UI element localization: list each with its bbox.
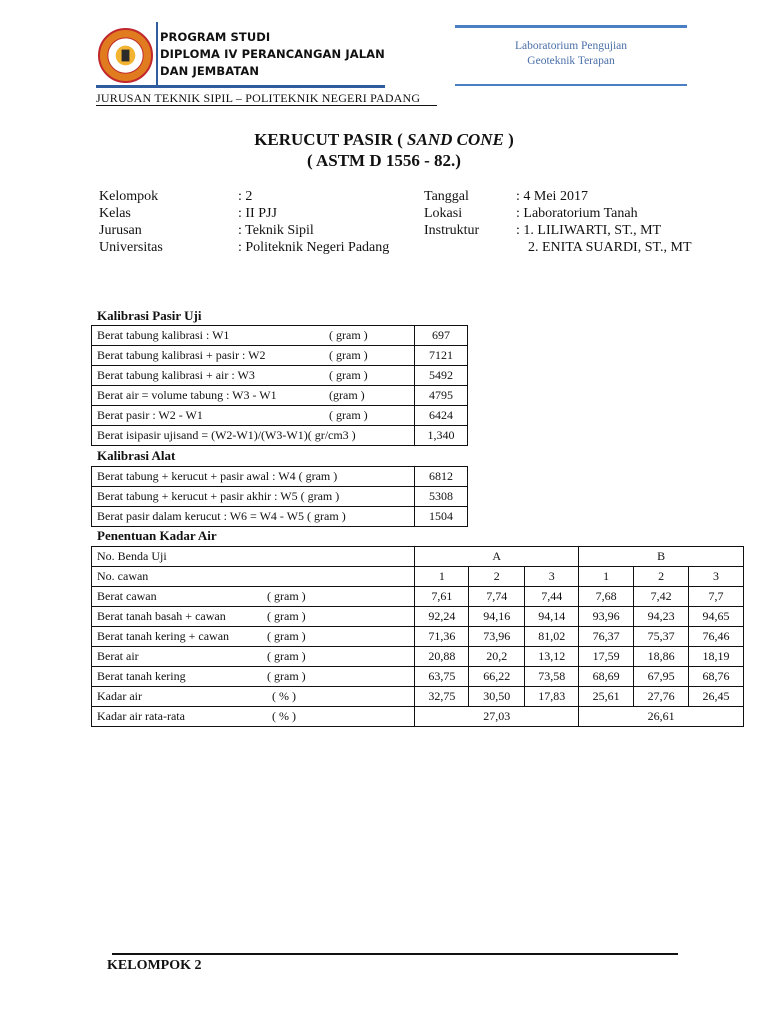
table-row xyxy=(92,346,468,366)
section-kalibrasi-pasir: Kalibrasi Pasir Uji xyxy=(97,308,202,323)
lab-name: Laboratorium Pengujian Geoteknik Terapan xyxy=(514,40,628,67)
section-kadar-air: Penentuan Kadar Air xyxy=(97,528,217,543)
table-row xyxy=(92,487,468,507)
row-value: 94,16 xyxy=(469,607,525,627)
table-row xyxy=(92,607,744,627)
row-value: 32,75 xyxy=(415,687,469,707)
table-row xyxy=(92,707,744,727)
row-value: 5492 xyxy=(415,366,468,386)
info-left-values: : 2 : II PJJ : Teknik Sipil : Politeknik Negeri Padang xyxy=(238,189,390,255)
average-value: 27,03 xyxy=(415,707,579,727)
row-value: 20,88 xyxy=(415,647,469,667)
row-value: 7,74 xyxy=(469,587,525,607)
table-row xyxy=(92,627,744,647)
table-kalibrasi-pasir xyxy=(91,325,468,446)
row-label: Berat cawan ( gram ) xyxy=(92,587,415,607)
lab-bottom-rule xyxy=(455,84,687,86)
table-row xyxy=(92,386,468,406)
politeknik-logo xyxy=(98,28,153,83)
row-value: 18,86 xyxy=(634,647,689,667)
row-value: 75,37 xyxy=(634,627,689,647)
row-value: 7,61 xyxy=(415,587,469,607)
info-right-labels: Tanggal Lokasi Instruktur xyxy=(424,189,480,238)
document-title: KERUCUT PASIR ( SAND CONE ) xyxy=(254,130,514,149)
cawan-number: 2 xyxy=(469,567,525,587)
row-value: 6812 xyxy=(415,467,468,487)
row-label: Berat tabung kalibrasi + pasir : W2 ( gram ) xyxy=(92,346,415,366)
row-value: 93,96 xyxy=(579,607,634,627)
row-label: Berat tabung + kerucut + pasir akhir : W5 ( gram ) xyxy=(92,487,415,507)
row-label: Berat air = volume tabung : W3 - W1 (gram ) xyxy=(92,386,415,406)
table-row xyxy=(92,366,468,386)
row-value: 1504 xyxy=(415,507,468,527)
row-value: 20,2 xyxy=(469,647,525,667)
header-underline xyxy=(96,85,385,88)
row-value: 71,36 xyxy=(415,627,469,647)
row-value: 6424 xyxy=(415,406,468,426)
row-value: 81,02 xyxy=(525,627,579,647)
row-label: Berat tanah basah + cawan ( gram ) xyxy=(92,607,415,627)
row-value: 7,68 xyxy=(579,587,634,607)
row-value: 17,83 xyxy=(525,687,579,707)
row-value: 68,69 xyxy=(579,667,634,687)
row-value: 30,50 xyxy=(469,687,525,707)
table-row xyxy=(92,667,744,687)
section-kalibrasi-alat: Kalibrasi Alat xyxy=(97,448,176,463)
row-label: Berat air ( gram ) xyxy=(92,647,415,667)
row-value: 27,76 xyxy=(634,687,689,707)
row-label: Berat isipasir ujisand = (W2-W1)/(W3-W1)( gr/cm3 ) xyxy=(92,426,415,446)
row-value: 7,44 xyxy=(525,587,579,607)
table-row xyxy=(92,587,744,607)
table-row xyxy=(92,647,744,667)
row-value: 13,12 xyxy=(525,647,579,667)
cawan-number: 3 xyxy=(689,567,744,587)
row-value: 63,75 xyxy=(415,667,469,687)
row-label: Kadar air ( % ) xyxy=(92,687,415,707)
row-value: 94,23 xyxy=(634,607,689,627)
row-value: 18,19 xyxy=(689,647,744,667)
cawan-number: 2 xyxy=(634,567,689,587)
row-label: No. cawan xyxy=(92,567,415,587)
table-row xyxy=(92,507,468,527)
row-value: 25,61 xyxy=(579,687,634,707)
row-label: Berat pasir dalam kerucut : W6 = W4 - W5 ( gram ) xyxy=(92,507,415,527)
cawan-number: 1 xyxy=(415,567,469,587)
header-divider xyxy=(156,22,158,85)
table-kalibrasi-alat xyxy=(91,466,468,527)
row-value: 73,96 xyxy=(469,627,525,647)
row-value: 4795 xyxy=(415,386,468,406)
row-value: 76,46 xyxy=(689,627,744,647)
row-value: 94,14 xyxy=(525,607,579,627)
row-label: Kadar air rata-rata ( % ) xyxy=(92,707,415,727)
row-value: 7,7 xyxy=(689,587,744,607)
table-row xyxy=(92,426,468,446)
row-value: 94,65 xyxy=(689,607,744,627)
row-value: 17,59 xyxy=(579,647,634,667)
cawan-number: 3 xyxy=(525,567,579,587)
row-value: 92,24 xyxy=(415,607,469,627)
row-value: 7121 xyxy=(415,346,468,366)
row-value: 76,37 xyxy=(579,627,634,647)
row-value: 67,95 xyxy=(634,667,689,687)
average-value: 26,61 xyxy=(579,707,744,727)
row-value: 697 xyxy=(415,326,468,346)
lab-top-rule xyxy=(455,25,687,28)
row-value: 66,22 xyxy=(469,667,525,687)
row-label: Berat tabung kalibrasi : W1 ( gram ) xyxy=(92,326,415,346)
row-value: 26,45 xyxy=(689,687,744,707)
program-name: PROGRAM STUDI DIPLOMA IV PERANCANGAN JALAN DAN JEMBATAN xyxy=(160,30,385,78)
row-label: Berat pasir : W2 - W1 ( gram ) xyxy=(92,406,415,426)
table-row xyxy=(92,467,468,487)
row-label: Berat tanah kering + cawan ( gram ) xyxy=(92,627,415,647)
info-right-values: : 4 Mei 2017 : Laboratorium Tanah : 1. LILIWARTI, ST., MT 2. ENITA SUARDI, ST., MT xyxy=(516,189,692,255)
row-value: 5308 xyxy=(415,487,468,507)
document-standard: ( ASTM D 1556 - 82.) xyxy=(307,151,461,170)
table-row: No. Benda Uji A B xyxy=(92,547,744,567)
row-value: 73,58 xyxy=(525,667,579,687)
table-row xyxy=(92,406,468,426)
footer-rule xyxy=(112,953,678,955)
table-row xyxy=(92,567,744,587)
info-left-labels: Kelompok Kelas Jurusan Universitas xyxy=(99,189,163,255)
table-kadar-air xyxy=(91,546,744,727)
row-value: 7,42 xyxy=(634,587,689,607)
row-label: Berat tanah kering ( gram ) xyxy=(92,667,415,687)
department-name: JURUSAN TEKNIK SIPIL – POLITEKNIK NEGERI PADANG xyxy=(96,91,421,105)
row-value: 1,340 xyxy=(415,426,468,446)
table-row xyxy=(92,687,744,707)
row-label: Berat tabung + kerucut + pasir awal : W4 ( gram ) xyxy=(92,467,415,487)
footer-group: KELOMPOK 2 xyxy=(107,958,202,973)
department-underline xyxy=(96,105,437,106)
row-value: 68,76 xyxy=(689,667,744,687)
cawan-number: 1 xyxy=(579,567,634,587)
row-label: Berat tabung kalibrasi + air : W3 ( gram ) xyxy=(92,366,415,386)
table-row xyxy=(92,326,468,346)
